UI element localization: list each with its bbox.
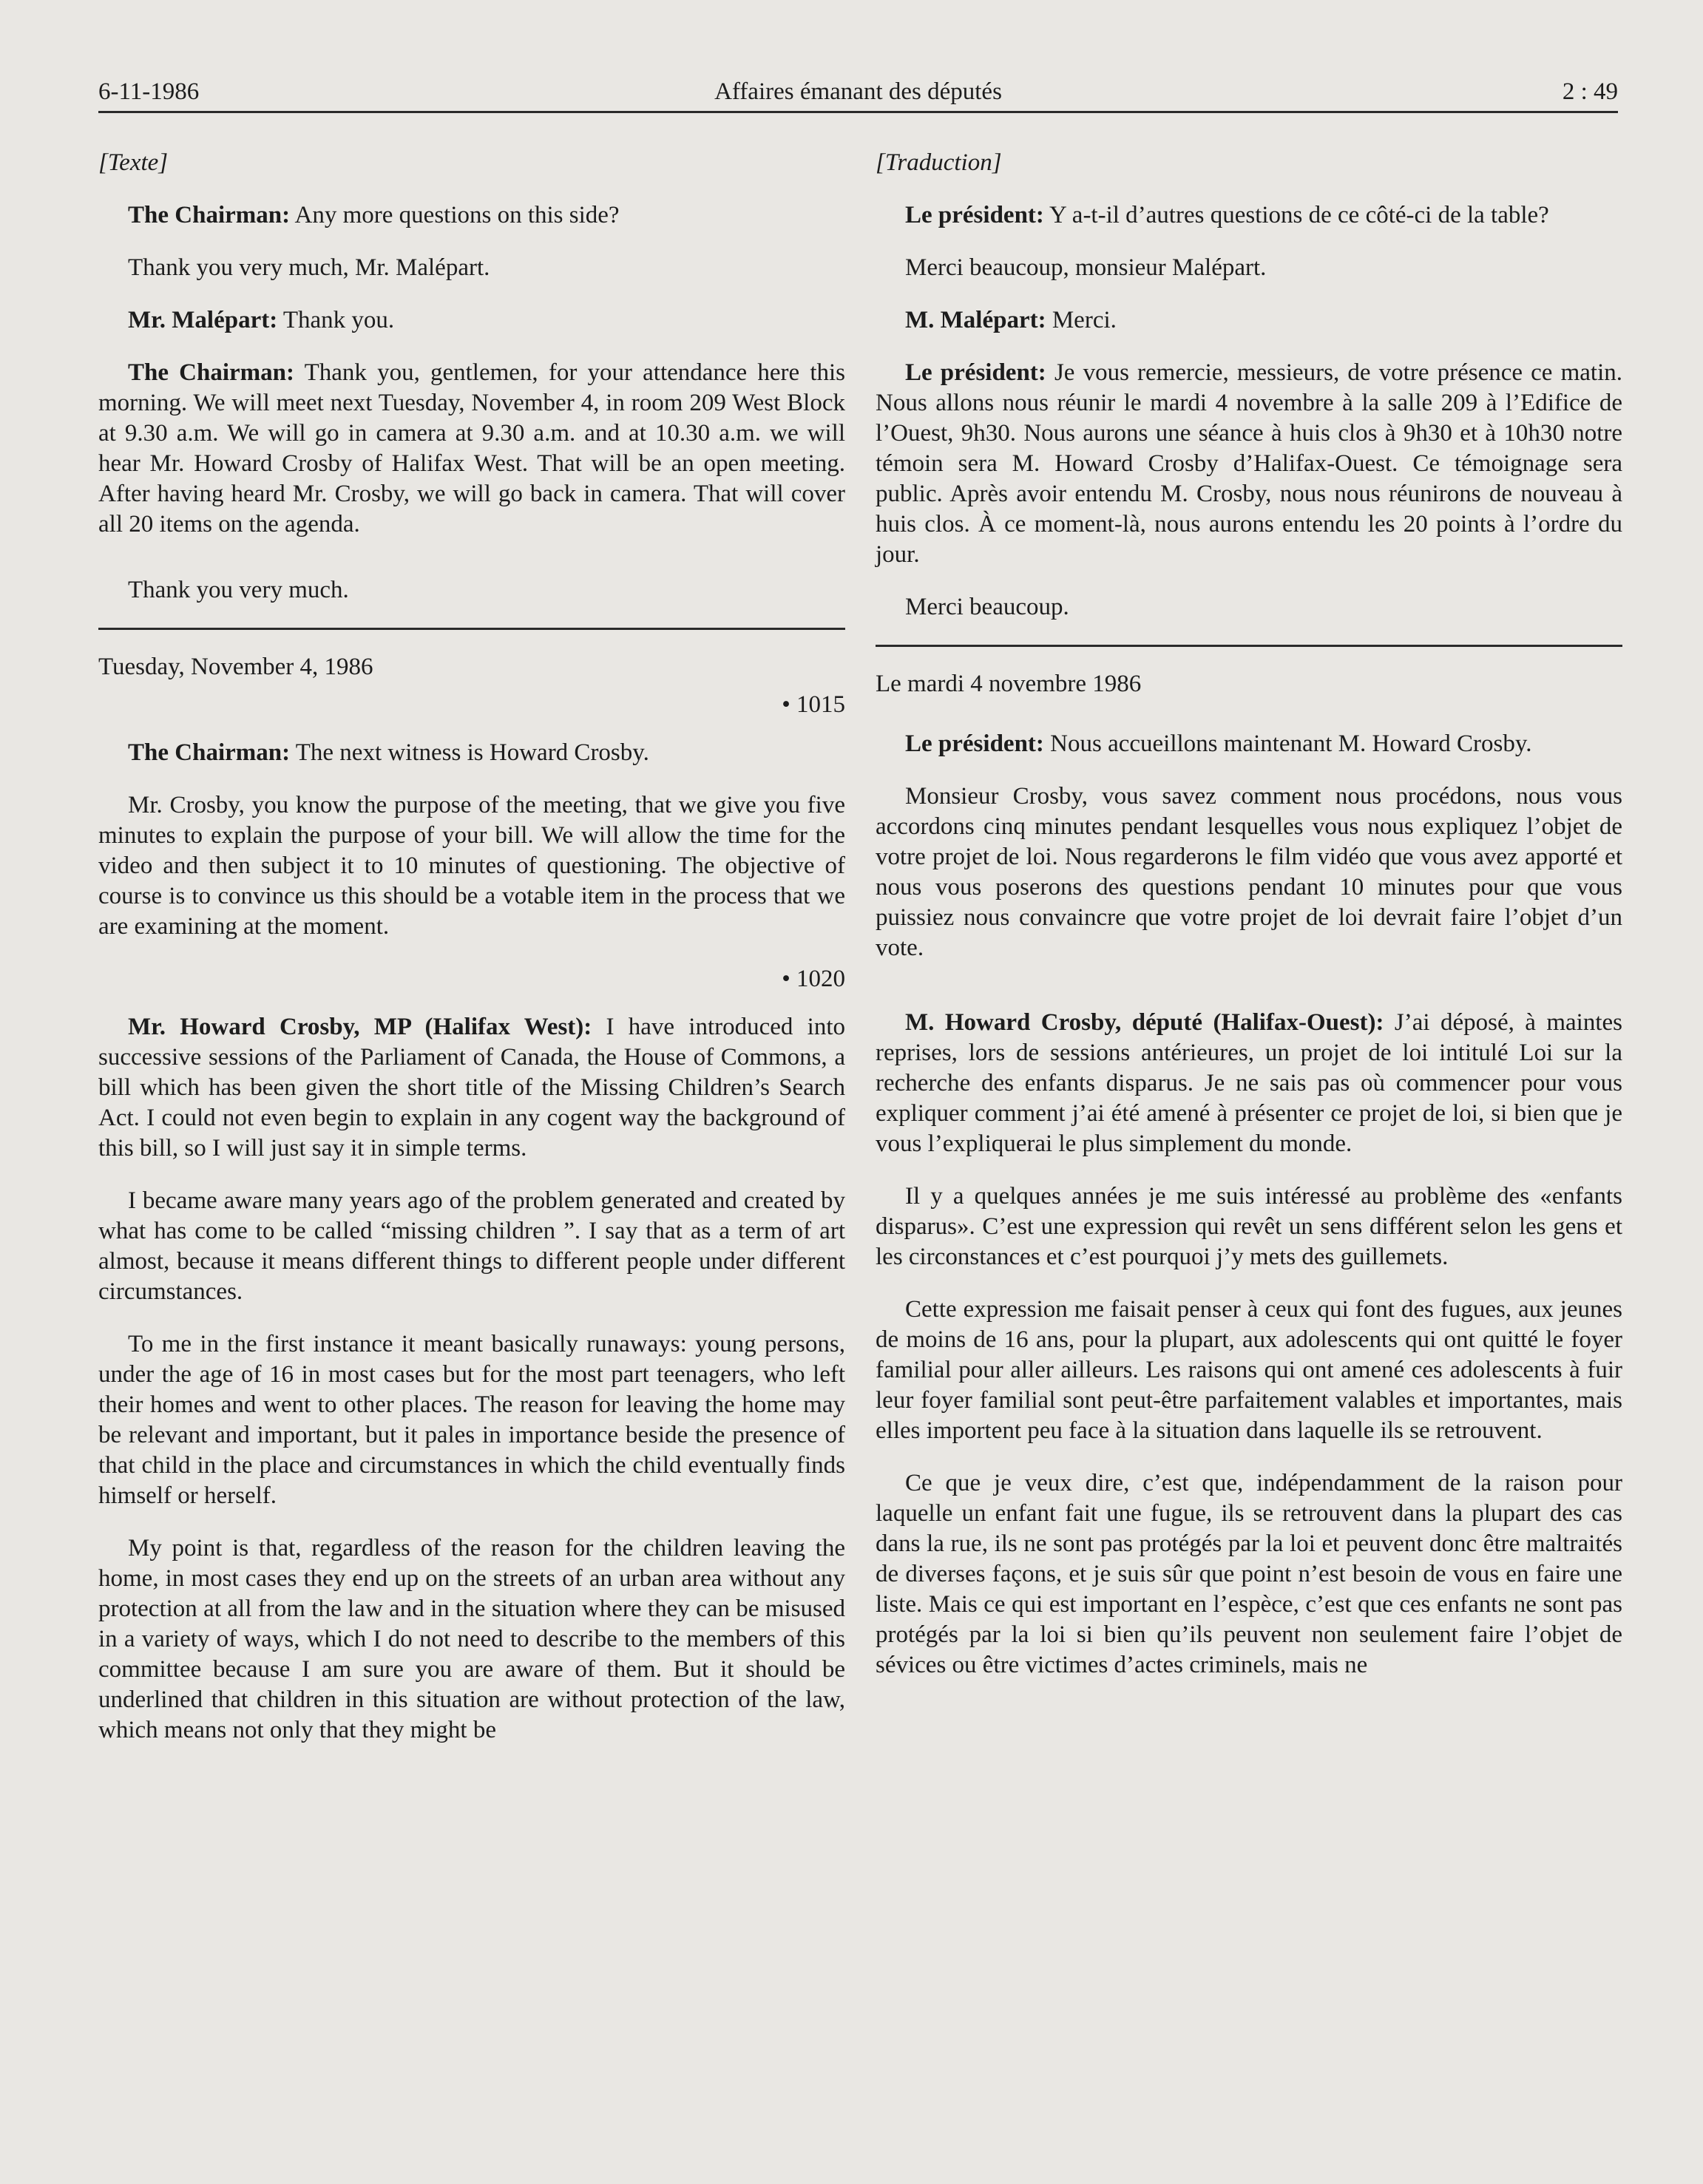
header-title: Affaires émanant des députés [714, 78, 1002, 105]
paragraph: Thank you very much. [128, 577, 349, 603]
paragraph [876, 1008, 1622, 1159]
section-tag: [Texte] [98, 149, 169, 176]
speech-text: The next witness is Howard Crosby. [295, 739, 649, 766]
speaker-name: Mr. Malépart: [128, 307, 278, 333]
paragraph: Merci beaucoup, monsieur Malépart. [905, 254, 1267, 281]
speech-text: Je vous remercie, messieurs, de votre présence ce matin. Nous allons nous réunir le mardi 4 novembre à la salle 209 à l’Edifice de l’Ouest, 9h30. Nous aurons une séance à huis clos à 9h30 et à 10h30 notre témoin sera M. Howard Crosby d’Halifax-Ouest. Ce témoignage sera public. Après avoir entendu M. Crosby, nous nous réunirons de nouveau à huis clos. À ce moment-là, nous aurons entendu les 20 points à l’ordre du jour. [876, 359, 1622, 568]
page-number: 2 : 49 [1562, 78, 1618, 105]
paragraph: Monsieur Crosby, vous savez comment nous procédons, nous vous accordons cinq minutes pendant lesquelles vous nous expliquez l’objet de votre projet de loi. Nous regarderons le film vidéo que vous avez apporté et nous vous poserons des questions pendant 10 minutes pour que vous puissiez nous convaincre que votre projet de loi devrait faire l’objet d’un vote. [876, 783, 1622, 961]
french-column [876, 148, 1622, 1703]
speech-text: Y a-t-il d’autres questions de ce côté-ci de la table? [1049, 202, 1549, 228]
paragraph: Mr. Crosby, you know the purpose of the meeting, that we give you five minutes to explain the purpose of your bill. We will allow the time for the video and then subject it to 10 minutes of questioning. The objective of course is to convince us this should be a votable item in the process that we are examining at the moment. [98, 792, 845, 940]
paragraph: Thank you very much, Mr. Malépart. [128, 254, 490, 281]
page-header [98, 74, 1618, 113]
paragraph: Cette expression me faisait penser à ceux qui font des fugues, aux jeunes de moins de 16 ans, pour la plupart, aux adolescents qui ont quitté le foyer familial pour aller ailleurs. Les raisons qui ont amené ces adolescents à fuir leur foyer familial sont peut-être parfaitement valables et importantes, mais elles importent peu face à la situation dans laquelle ils se retrouvent. [876, 1296, 1622, 1444]
paragraph [98, 738, 845, 768]
speaker-name: M. Howard Crosby, député (Halifax-Ouest): [905, 1009, 1384, 1036]
paragraph [876, 200, 1622, 231]
section-divider [98, 628, 845, 630]
paragraph [98, 200, 845, 231]
speaker-name: M. Malépart: [905, 307, 1046, 333]
paragraph [98, 1012, 845, 1164]
sitting-date: Tuesday, November 4, 1986 [98, 654, 373, 680]
paragraph [876, 305, 1622, 336]
paragraph: Ce que je veux dire, c’est que, indépendamment de la raison pour laquelle un enfant fait une fugue, ils se retrouvent dans la plupart des cas dans la rue, ils ne sont pas protégés par la loi et peuvent donc être maltraités de diverses façons, et je suis sûr que point n’est besoin de vous en faire une liste. Mais ce qui est important en l’espèce, c’est que ces enfants ne sont pas protégés par la loi si bien qu’ils peuvent non seulement faire l’objet de sévices ou être victimes d’actes criminels, mais ne [876, 1470, 1622, 1678]
paragraph [876, 358, 1622, 570]
sitting-date: Le mardi 4 novembre 1986 [876, 671, 1142, 697]
speech-text: J’ai déposé, à maintes reprises, lors de sessions antérieures, un projet de loi intitulé Loi sur la recherche des enfants disparus. Je ne sais pas où commencer pour vous expliquer comment j’ai été amené à présenter ce projet de loi, si bien que je vous l’expliquerai le plus simplement du monde. [876, 1009, 1622, 1157]
speech-text: Nous accueillons maintenant M. Howard Crosby. [1050, 730, 1532, 757]
speech-text: Merci. [1052, 307, 1117, 333]
time-marker: • 1015 [782, 691, 845, 718]
speech-text: I have introduced into successive sessions of the Parliament of Canada, the House of Commons, a bill which has been given the short title of the Missing Children’s Search Act. I could not even begin to explain in any cogent way the background of this bill, so I will just say it in simple terms. [98, 1014, 845, 1161]
paragraph [876, 729, 1622, 759]
english-column [98, 148, 845, 1768]
speaker-name: The Chairman: [128, 202, 291, 228]
speaker-name: Le président: [905, 730, 1044, 757]
paragraph: Merci beaucoup. [905, 594, 1069, 620]
speaker-name: Mr. Howard Crosby, MP (Halifax West): [128, 1014, 592, 1040]
paragraph: Il y a quelques années je me suis intéressé au problème des «enfants disparus». C’est une expression qui revêt un sens différent selon les gens et les circonstances et c’est pourquoi j’y mets des guillemets. [876, 1183, 1622, 1270]
speech-text: Any more questions on this side? [294, 202, 620, 228]
paragraph [98, 358, 845, 540]
speech-text: Thank you, gentlemen, for your attendance here this morning. We will meet next Tuesday, November 4, in room 209 West Block at 9.30 a.m. We will go in camera at 9.30 a.m. and at 10.30 a.m. we will hear Mr. Howard Crosby of Halifax West. That will be an open meeting. After having heard Mr. Crosby, we will go back in camera. That will cover all 20 items on the agenda. [98, 359, 846, 537]
paragraph: My point is that, regardless of the reason for the children leaving the home, in most cases they end up on the streets of an urban area without any protection at all from the law and in the situation where they can be misused in a variety of ways, which I do not need to describe to the members of this committee because I am sure you are aware of them. But it should be underlined that children in this situation are without protection of the law, which means not only that they might be [98, 1535, 845, 1743]
speaker-name: The Chairman: [128, 739, 291, 766]
paragraph: I became aware many years ago of the problem generated and created by what has come to be called “missing children ”. I say that as a term of art almost, because it means different things to different people under different circumstances. [98, 1187, 845, 1305]
speaker-name: Le président: [905, 359, 1046, 386]
speech-text: Thank you. [282, 307, 395, 333]
speaker-name: Le président: [905, 202, 1044, 228]
paragraph: To me in the first instance it meant basically runaways: young persons, under the age of 16 in most cases but for the most part teenagers, who left their homes and went to other places. The reason for leaving the home may be relevant and important, but it pales in importance beside the presence of that child in the place and circumstances in which the child eventually finds himself or herself. [98, 1331, 845, 1509]
header-date: 6-11-1986 [98, 78, 200, 105]
time-marker: • 1020 [782, 966, 845, 992]
speaker-name: The Chairman: [128, 359, 295, 386]
paragraph [98, 305, 845, 336]
section-divider [876, 645, 1622, 647]
section-tag: [Traduction] [876, 149, 1002, 176]
